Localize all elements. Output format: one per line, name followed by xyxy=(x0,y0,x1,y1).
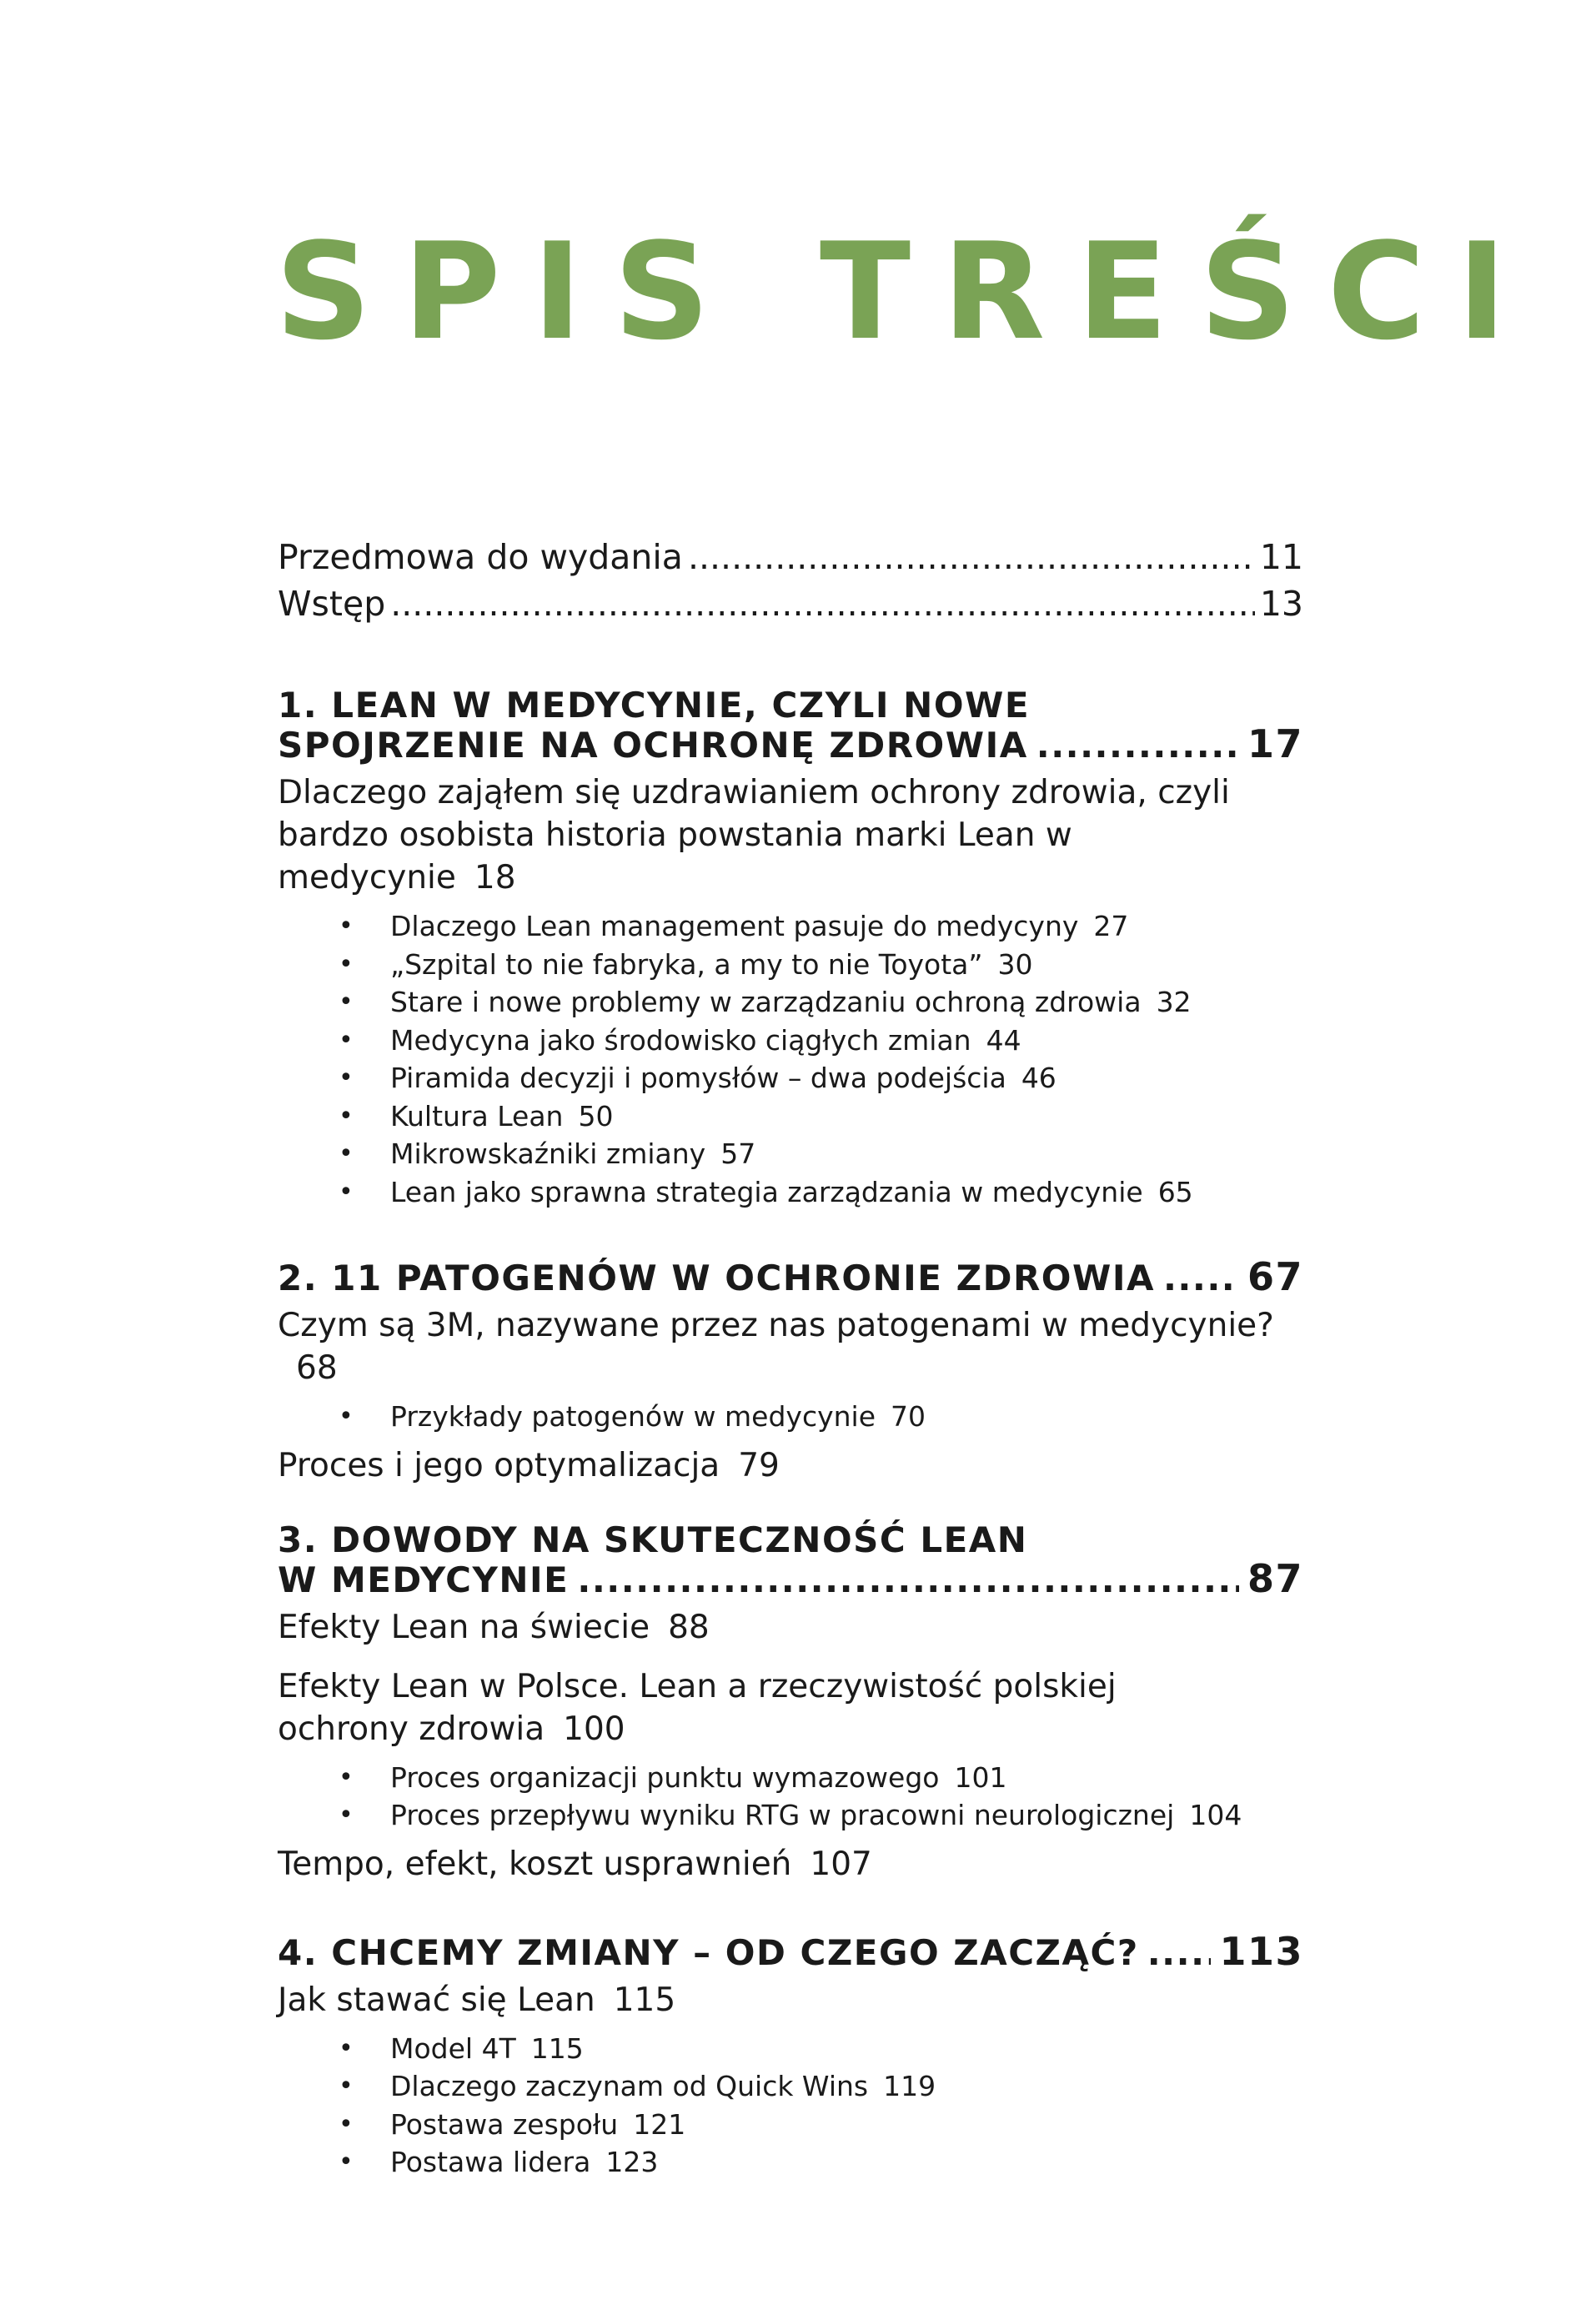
subsection-page: 65 xyxy=(1157,1175,1193,1208)
chapter-heading[interactable] xyxy=(278,1520,1303,1599)
subsection-item[interactable] xyxy=(390,907,1303,946)
chapter-heading[interactable] xyxy=(278,685,1303,765)
subsection-label: Przykłady patogenów w medycynie xyxy=(390,1400,876,1433)
chapter-page: 87 xyxy=(1247,1555,1303,1601)
entry-label: Przedmowa do wydania xyxy=(278,537,683,577)
section-entry[interactable] xyxy=(278,1979,1303,2021)
section-entry[interactable] xyxy=(278,1444,1303,1487)
subsection-label: Dlaczego zaczynam od Quick Wins xyxy=(390,2070,869,2102)
chapter-3 xyxy=(278,1520,1303,1886)
subsection-item[interactable] xyxy=(390,946,1303,984)
chapter-1 xyxy=(278,685,1303,1211)
subsection-page: 57 xyxy=(720,1137,756,1170)
subsection-list xyxy=(278,1398,1303,1436)
subsection-list xyxy=(278,907,1303,1211)
subsection-label: Postawa zespołu xyxy=(390,2107,619,2141)
entry-label: Wstęp xyxy=(278,584,386,624)
section-title: Tempo, efekt, koszt usprawnień xyxy=(278,1845,792,1883)
section-page: 88 xyxy=(668,1608,710,1646)
section-page: 68 xyxy=(296,1349,338,1387)
chapter-heading[interactable] xyxy=(278,1254,1303,1299)
section-page: 79 xyxy=(738,1446,780,1484)
entry-page: 11 xyxy=(1259,537,1303,577)
chapter-2 xyxy=(278,1254,1303,1487)
chapter-title-line: 2. 11 PATOGENÓW W OCHRONIE ZDROWIA xyxy=(278,1258,1155,1298)
chapter-page: 67 xyxy=(1247,1254,1303,1299)
subsection-item[interactable] xyxy=(390,1796,1303,1835)
subsection-item[interactable] xyxy=(390,1059,1303,1097)
section-entry[interactable] xyxy=(278,1606,1303,1649)
section-entry[interactable] xyxy=(278,1665,1303,1750)
entry-page: 13 xyxy=(1259,584,1303,624)
chapter-page: 113 xyxy=(1219,1928,1303,1974)
front-matter xyxy=(278,534,1303,627)
subsection-page: 32 xyxy=(1156,986,1192,1018)
subsection-label: Mikrowskaźniki zmiany xyxy=(390,1137,706,1170)
subsection-label: Lean jako sprawna strategia zarządzania w medycynie xyxy=(390,1175,1143,1208)
leader-dots xyxy=(1147,1933,1212,1972)
section-page: 115 xyxy=(613,1981,676,2019)
subsection-item[interactable] xyxy=(390,2106,1303,2144)
subsection-label: Stare i nowe problemy w zarządzaniu ochroną zdrowia xyxy=(390,986,1142,1018)
subsection-label: Model 4T xyxy=(390,2031,516,2065)
leader-dots xyxy=(1163,1258,1239,1298)
subsection-label: Proces przepływu wyniku RTG w pracowni neurologicznej xyxy=(390,1799,1175,1831)
toc-entry[interactable] xyxy=(278,534,1303,580)
subsection-page: 30 xyxy=(997,947,1033,981)
section-title: Jak stawać się Lean xyxy=(278,1981,595,2019)
subsection-item[interactable] xyxy=(390,2030,1303,2068)
section-title: Proces i jego optymalizacja xyxy=(278,1446,720,1484)
subsection-page: 104 xyxy=(1189,1799,1242,1831)
subsection-item[interactable] xyxy=(390,983,1303,1022)
page-title: SPIS TREŚCI xyxy=(275,213,1538,369)
leader-dots xyxy=(688,534,1255,580)
subsection-page: 101 xyxy=(954,1760,1007,1794)
chapter-heading[interactable] xyxy=(278,1928,1303,1974)
section-title: Efekty Lean w Polsce. Lean a rzeczywistość polskiej xyxy=(278,1667,1117,1705)
chapter-title-line: SPOJRZENIE NA OCHRONĘ ZDROWIA xyxy=(278,725,1028,766)
subsection-page: 115 xyxy=(530,2031,584,2065)
chapter-title-line: 1. LEAN W MEDYCYNIE, CZYLI NOWE xyxy=(278,685,1031,726)
subsection-page: 46 xyxy=(1021,1062,1056,1094)
section-title: ochrony zdrowia xyxy=(278,1710,545,1748)
subsection-page: 50 xyxy=(578,1099,614,1132)
subsection-item[interactable] xyxy=(390,1398,1303,1436)
section-page: 100 xyxy=(563,1710,625,1748)
chapter-4 xyxy=(278,1928,1303,2182)
leader-dots xyxy=(577,1560,1239,1599)
subsection-item[interactable] xyxy=(390,1759,1303,1797)
subsection-label: Proces organizacji punktu wymazowego xyxy=(390,1760,940,1794)
subsection-label: Piramida decyzji i pomysłów – dwa podejścia xyxy=(390,1062,1006,1094)
subsection-label: Medycyna jako środowisko ciągłych zmian xyxy=(390,1023,971,1057)
subsection-list xyxy=(278,1759,1303,1835)
subsection-label: Postawa lidera xyxy=(390,2146,591,2178)
section-page: 107 xyxy=(810,1845,872,1883)
section-entry[interactable] xyxy=(278,1843,1303,1886)
chapter-title-line: 4. CHCEMY ZMIANY – OD CZEGO ZACZĄĆ? xyxy=(278,1931,1139,1973)
subsection-page: 27 xyxy=(1093,910,1129,942)
subsection-item[interactable] xyxy=(390,2143,1303,2182)
subsection-page: 123 xyxy=(605,2146,659,2178)
toc-entry[interactable] xyxy=(278,580,1303,627)
toc-content xyxy=(278,534,1303,2190)
subsection-list xyxy=(278,2030,1303,2182)
section-title: Czym są 3M, nazywane przez nas patogenami w medycynie? xyxy=(278,1307,1274,1344)
leader-dots xyxy=(1036,726,1239,765)
chapter-title-line: W MEDYCYNIE xyxy=(278,1559,570,1600)
subsection-label: „Szpital to nie fabryka, a my to nie Toyota” xyxy=(390,947,983,981)
subsection-label: Kultura Lean xyxy=(390,1099,564,1132)
chapter-page: 17 xyxy=(1247,721,1303,766)
section-page: 18 xyxy=(474,859,516,896)
section-entry[interactable] xyxy=(278,1304,1303,1389)
subsection-page: 119 xyxy=(883,2070,936,2102)
section-title: Efekty Lean na świecie xyxy=(278,1608,650,1646)
subsection-item[interactable] xyxy=(390,1022,1303,1060)
subsection-page: 44 xyxy=(986,1023,1021,1057)
section-title: Dlaczego zająłem się uzdrawianiem ochrony zdrowia, czyli bardzo osobista historia powstania marki Lean w medycynie xyxy=(278,774,1230,896)
subsection-item[interactable] xyxy=(390,2067,1303,2106)
subsection-page: 121 xyxy=(633,2107,686,2141)
subsection-label: Dlaczego Lean management pasuje do medycyny xyxy=(390,910,1079,942)
chapter-title-line: 3. DOWODY NA SKUTECZNOŚĆ LEAN xyxy=(278,1519,1028,1560)
leader-dots xyxy=(390,580,1255,627)
section-entry[interactable] xyxy=(278,771,1303,899)
subsection-page: 70 xyxy=(891,1400,926,1433)
subsection-item[interactable] xyxy=(390,1097,1303,1136)
subsection-item[interactable] xyxy=(390,1135,1303,1173)
subsection-item[interactable] xyxy=(390,1173,1303,1212)
